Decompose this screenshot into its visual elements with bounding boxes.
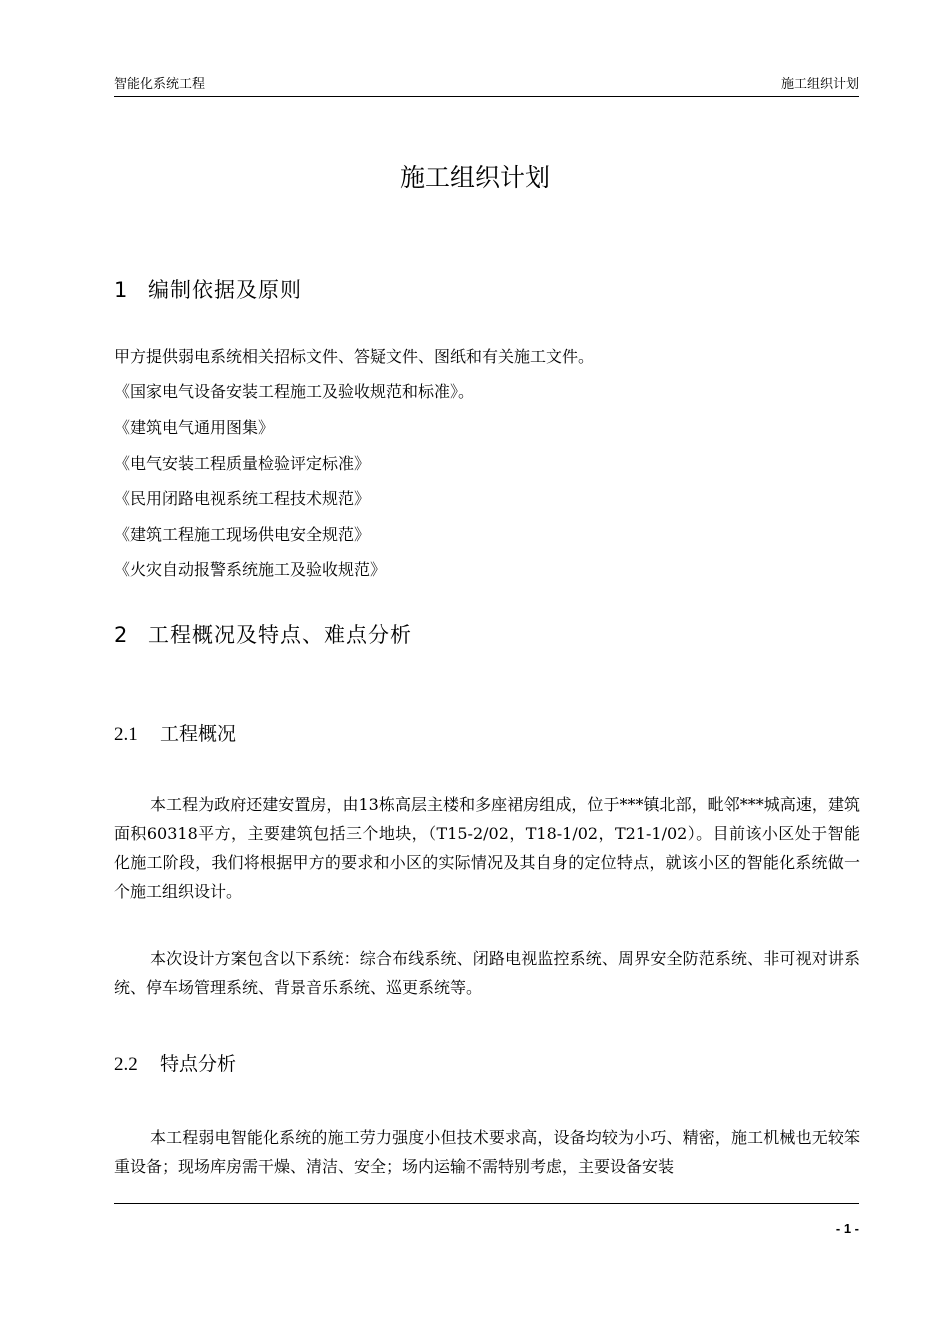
reference-item: 《建筑工程施工现场供电安全规范》 — [114, 525, 371, 544]
section-number: 2 — [114, 623, 129, 647]
footer-rule — [114, 1203, 859, 1204]
header-rule — [114, 96, 859, 97]
document-title: 施工组织计划 — [399, 163, 550, 192]
reference-item: 甲方提供弱电系统相关招标文件、答疑文件、图纸和有关施工文件。 — [114, 347, 595, 366]
reference-item: 《建筑电气通用图集》 — [114, 418, 275, 437]
subsection-title: 特点分析 — [160, 1053, 237, 1075]
subsection-2-1-heading — [114, 721, 236, 748]
subsection-2-2-heading — [114, 1051, 236, 1078]
body-paragraph: 本工程弱电智能化系统的施工劳力强度小但技术要求高，设备均较为小巧、精密，施工机械也无较笨重设备；现场库房需干燥、清洁、安全；场内运输不需特别考虑，主要设备安装 — [114, 1128, 860, 1176]
section-2-heading — [114, 621, 412, 649]
section-title: 编制依据及原则 — [148, 278, 302, 302]
subsection-number: 2.2 — [114, 1054, 138, 1075]
subsection-number: 2.1 — [114, 724, 138, 745]
reference-item: 《电气安装工程质量检验评定标准》 — [114, 454, 371, 473]
header-right-text: 施工组织计划 — [780, 76, 859, 91]
section-number: 1 — [114, 278, 129, 302]
reference-item: 《民用闭路电视系统工程技术规范》 — [114, 489, 371, 508]
section-title: 工程概况及特点、难点分析 — [148, 623, 412, 647]
body-paragraph: 本次设计方案包含以下系统：综合布线系统、闭路电视监控系统、周界安全防范系统、非可视对讲系统、停车场管理系统、背景音乐系统、巡更系统等。 — [114, 949, 860, 997]
page-number: - 1 - — [835, 1221, 859, 1236]
reference-item: 《国家电气设备安装工程施工及验收规范和标准》。 — [114, 382, 475, 401]
section-1-heading — [114, 276, 302, 304]
reference-item: 《火灾自动报警系统施工及验收规范》 — [114, 560, 387, 579]
subsection-title: 工程概况 — [160, 723, 237, 745]
header-left-text: 智能化系统工程 — [114, 76, 206, 91]
body-paragraph: 本工程为政府还建安置房，由13栋高层主楼和多座裙房组成，位于***镇北部，毗邻***城高速，建筑面积60318平方，主要建筑包括三个地块，（T15-2/02，T18-1/02，T21-1/02）。目前该小区处于智能化施工阶段，我们将根据甲方的要求和小区的实际情况及其自身的定位特点，就该小区的智能化系统做一个施工组织设计。 — [114, 795, 860, 901]
